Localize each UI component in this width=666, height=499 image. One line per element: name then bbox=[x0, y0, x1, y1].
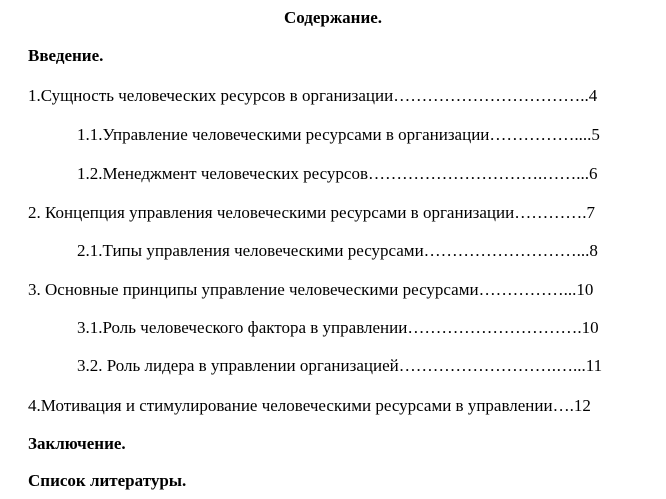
toc-entry-chapter-3: 3. Основные принципы управление человеческими ресурсами……………...10 bbox=[28, 280, 594, 299]
toc-entry-section-3-1: 3.1.Роль человеческого фактора в управлении………………………….10 bbox=[77, 318, 599, 337]
toc-entry-section-1-2: 1.2.Менеджмент человеческих ресурсов………………………….……...6 bbox=[77, 164, 598, 183]
toc-entry-references: Список литературы. bbox=[28, 471, 187, 490]
toc-entry-section-1-1: 1.1.Управление человеческими ресурсами в организации……………....5 bbox=[77, 125, 600, 144]
page-title: Содержание. bbox=[283, 8, 383, 27]
toc-entry-chapter-2: 2. Концепция управления человеческими ресурсами в организации………….7 bbox=[28, 203, 595, 222]
toc-entry-chapter-4: 4.Мотивация и стимулирование человеческими ресурсами в управлении….12 bbox=[28, 396, 591, 415]
toc-entry-section-2-1: 2.1.Типы управления человеческими ресурсами………………………...8 bbox=[77, 241, 598, 260]
toc-entry-introduction: Введение. bbox=[28, 46, 104, 65]
toc-entry-section-3-2: 3.2. Роль лидера в управлении организацией……………………….…...11 bbox=[77, 356, 603, 375]
toc-entry-chapter-1: 1.Сущность человеческих ресурсов в организации……………………………..4 bbox=[28, 86, 598, 105]
toc-entry-conclusion: Заключение. bbox=[28, 434, 126, 453]
